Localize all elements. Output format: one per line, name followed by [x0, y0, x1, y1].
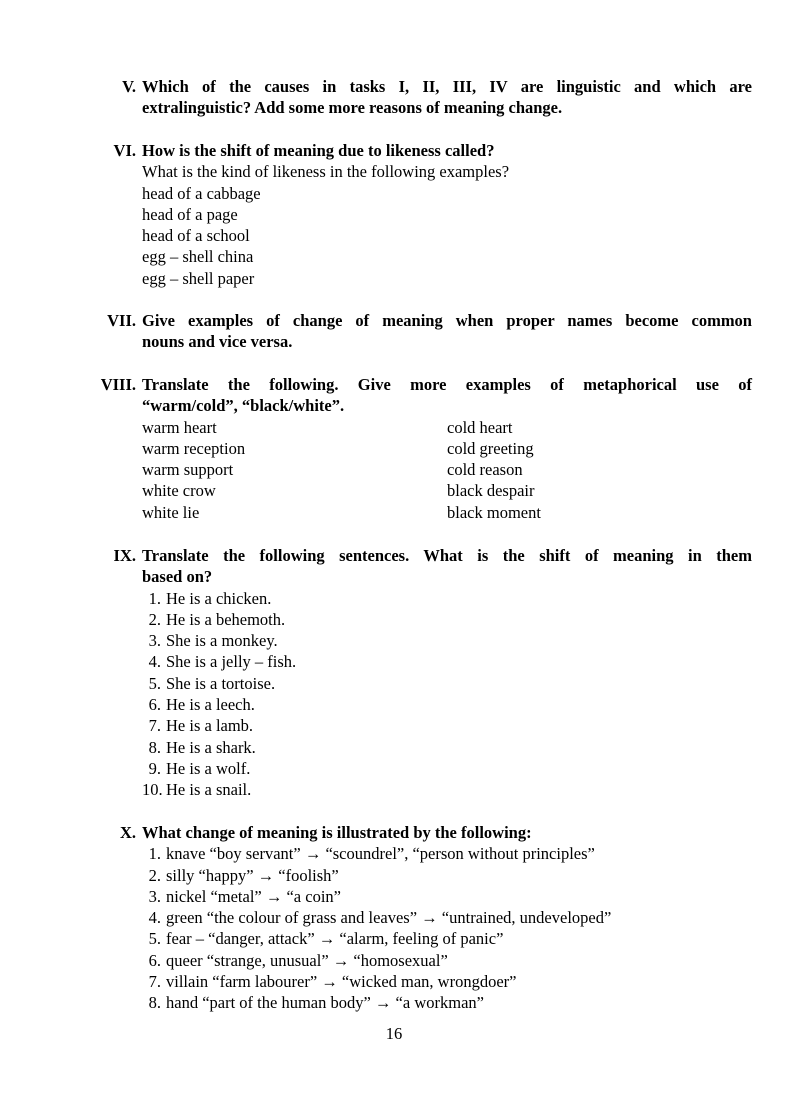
list-item: [142, 630, 752, 651]
list-number: 9.: [148, 758, 161, 778]
list-number: 8.: [148, 737, 161, 757]
task-question-line: Which of the causes in tasks I, II, III, IV are linguistic and which are: [142, 77, 752, 96]
list-text: He is a shark.: [166, 737, 256, 757]
phrase-item: cold heart: [447, 417, 513, 437]
phrase-item: cold greeting: [447, 438, 534, 458]
list-item: [142, 673, 752, 694]
list-number: 8.: [148, 993, 161, 1013]
list-number: 4.: [148, 652, 161, 672]
list-item: [142, 886, 752, 907]
task-number: IX.: [113, 546, 136, 565]
task-ix: [113, 545, 752, 801]
list-item: [142, 779, 752, 800]
list-number: 6.: [148, 950, 161, 970]
list-number: 3.: [148, 631, 161, 651]
task-question-line: Translate the following. Give more examples of metaphorical use of: [142, 375, 752, 394]
list-item: [142, 928, 752, 949]
list-number: 2.: [148, 865, 161, 885]
list-text: He is a snail.: [166, 780, 252, 800]
list-number: 3.: [148, 886, 161, 906]
list-item: [142, 843, 752, 864]
task-number: X.: [119, 823, 136, 842]
list-number: 1.: [148, 844, 161, 864]
list-text: He is a leech.: [166, 695, 255, 715]
example-item: head of a page: [142, 204, 238, 224]
list-item: [142, 992, 752, 1013]
phrase-item: white crow: [142, 481, 216, 501]
page-number: 16: [385, 1024, 403, 1043]
left-column: [142, 417, 447, 523]
list-text: hand “part of the human body” → “a workman”: [166, 993, 484, 1013]
right-column: [447, 417, 752, 523]
list-text: queer “strange, unusual” → “homosexual”: [166, 950, 448, 970]
phrase-item: warm support: [142, 460, 234, 480]
task-number: V.: [122, 77, 136, 96]
list-item: [142, 694, 752, 715]
phrase-item: warm reception: [142, 438, 246, 458]
phrase-item: white lie: [142, 502, 200, 522]
task-question: How is the shift of meaning due to likeness called?: [142, 141, 495, 160]
task-question-line: extralinguistic? Add some more reasons of meaning change.: [142, 98, 563, 118]
phrase-item: black despair: [447, 481, 535, 501]
list-item: [142, 737, 752, 758]
list-item: [142, 715, 752, 736]
list-text: He is a lamb.: [166, 716, 254, 736]
task-question-line: Give examples of change of meaning when proper names become common: [142, 311, 752, 330]
list-text: knave “boy servant” → “scoundrel”, “person without principles”: [166, 844, 595, 864]
list-number: 2.: [148, 609, 161, 629]
list-number: 5.: [148, 673, 161, 693]
list-text: He is a behemoth.: [166, 609, 286, 629]
list-text: She is a monkey.: [166, 631, 278, 651]
phrase-columns: [142, 417, 752, 523]
list-text: He is a wolf.: [166, 758, 251, 778]
example-item: head of a school: [142, 226, 250, 246]
phrase-item: black moment: [447, 502, 541, 522]
task-number: VII.: [107, 311, 136, 330]
list-number: 5.: [148, 929, 161, 949]
list-item: [142, 588, 752, 609]
task-x: [119, 822, 752, 1014]
list-number: 7.: [148, 716, 161, 736]
list-text: green “the colour of grass and leaves” → “untrained, undeveloped”: [166, 908, 612, 928]
list-item: [142, 865, 752, 886]
example-item: head of a cabbage: [142, 183, 261, 203]
list-number: 4.: [148, 908, 161, 928]
task-vii: [107, 310, 752, 353]
list-number: 6.: [148, 695, 161, 715]
list-item: [142, 651, 752, 672]
task-number: VI.: [113, 141, 136, 160]
list-text: She is a jelly – fish.: [166, 652, 297, 672]
example-item: egg – shell paper: [142, 268, 255, 288]
task-question-line: based on?: [142, 567, 213, 587]
list-text: fear – “danger, attack” → “alarm, feeling of panic”: [166, 929, 504, 949]
list-item: [142, 971, 752, 992]
list-number: 1.: [148, 588, 161, 608]
list-text: nickel “metal” → “a coin”: [166, 886, 341, 906]
list-text: silly “happy” → “foolish”: [166, 865, 339, 885]
task-question: What change of meaning is illustrated by the following:: [142, 823, 532, 842]
list-item: [142, 758, 752, 779]
phrase-item: cold reason: [447, 460, 523, 480]
list-text: He is a chicken.: [166, 588, 272, 608]
example-item: egg – shell china: [142, 247, 254, 267]
list-text: She is a tortoise.: [166, 673, 276, 693]
list-text: villain “farm labourer” → “wicked man, wrongdoer”: [166, 972, 517, 992]
task-viii: [100, 374, 752, 523]
list-number: 10.: [142, 780, 163, 800]
task-question-line: Translate the following sentences. What is the shift of meaning in them: [142, 546, 752, 565]
list-number: 7.: [148, 972, 161, 992]
task-subquestion: What is the kind of likeness in the following examples?: [142, 162, 510, 182]
list-item: [142, 950, 752, 971]
list-item: [142, 609, 752, 630]
phrase-item: warm heart: [142, 417, 217, 437]
task-question-line: “warm/cold”, “black/white”.: [142, 396, 345, 416]
task-vi: [113, 140, 752, 289]
task-v: [122, 76, 752, 119]
list-item: [142, 907, 752, 928]
task-number: VIII.: [100, 375, 136, 394]
task-question-line: nouns and vice versa.: [142, 332, 293, 352]
